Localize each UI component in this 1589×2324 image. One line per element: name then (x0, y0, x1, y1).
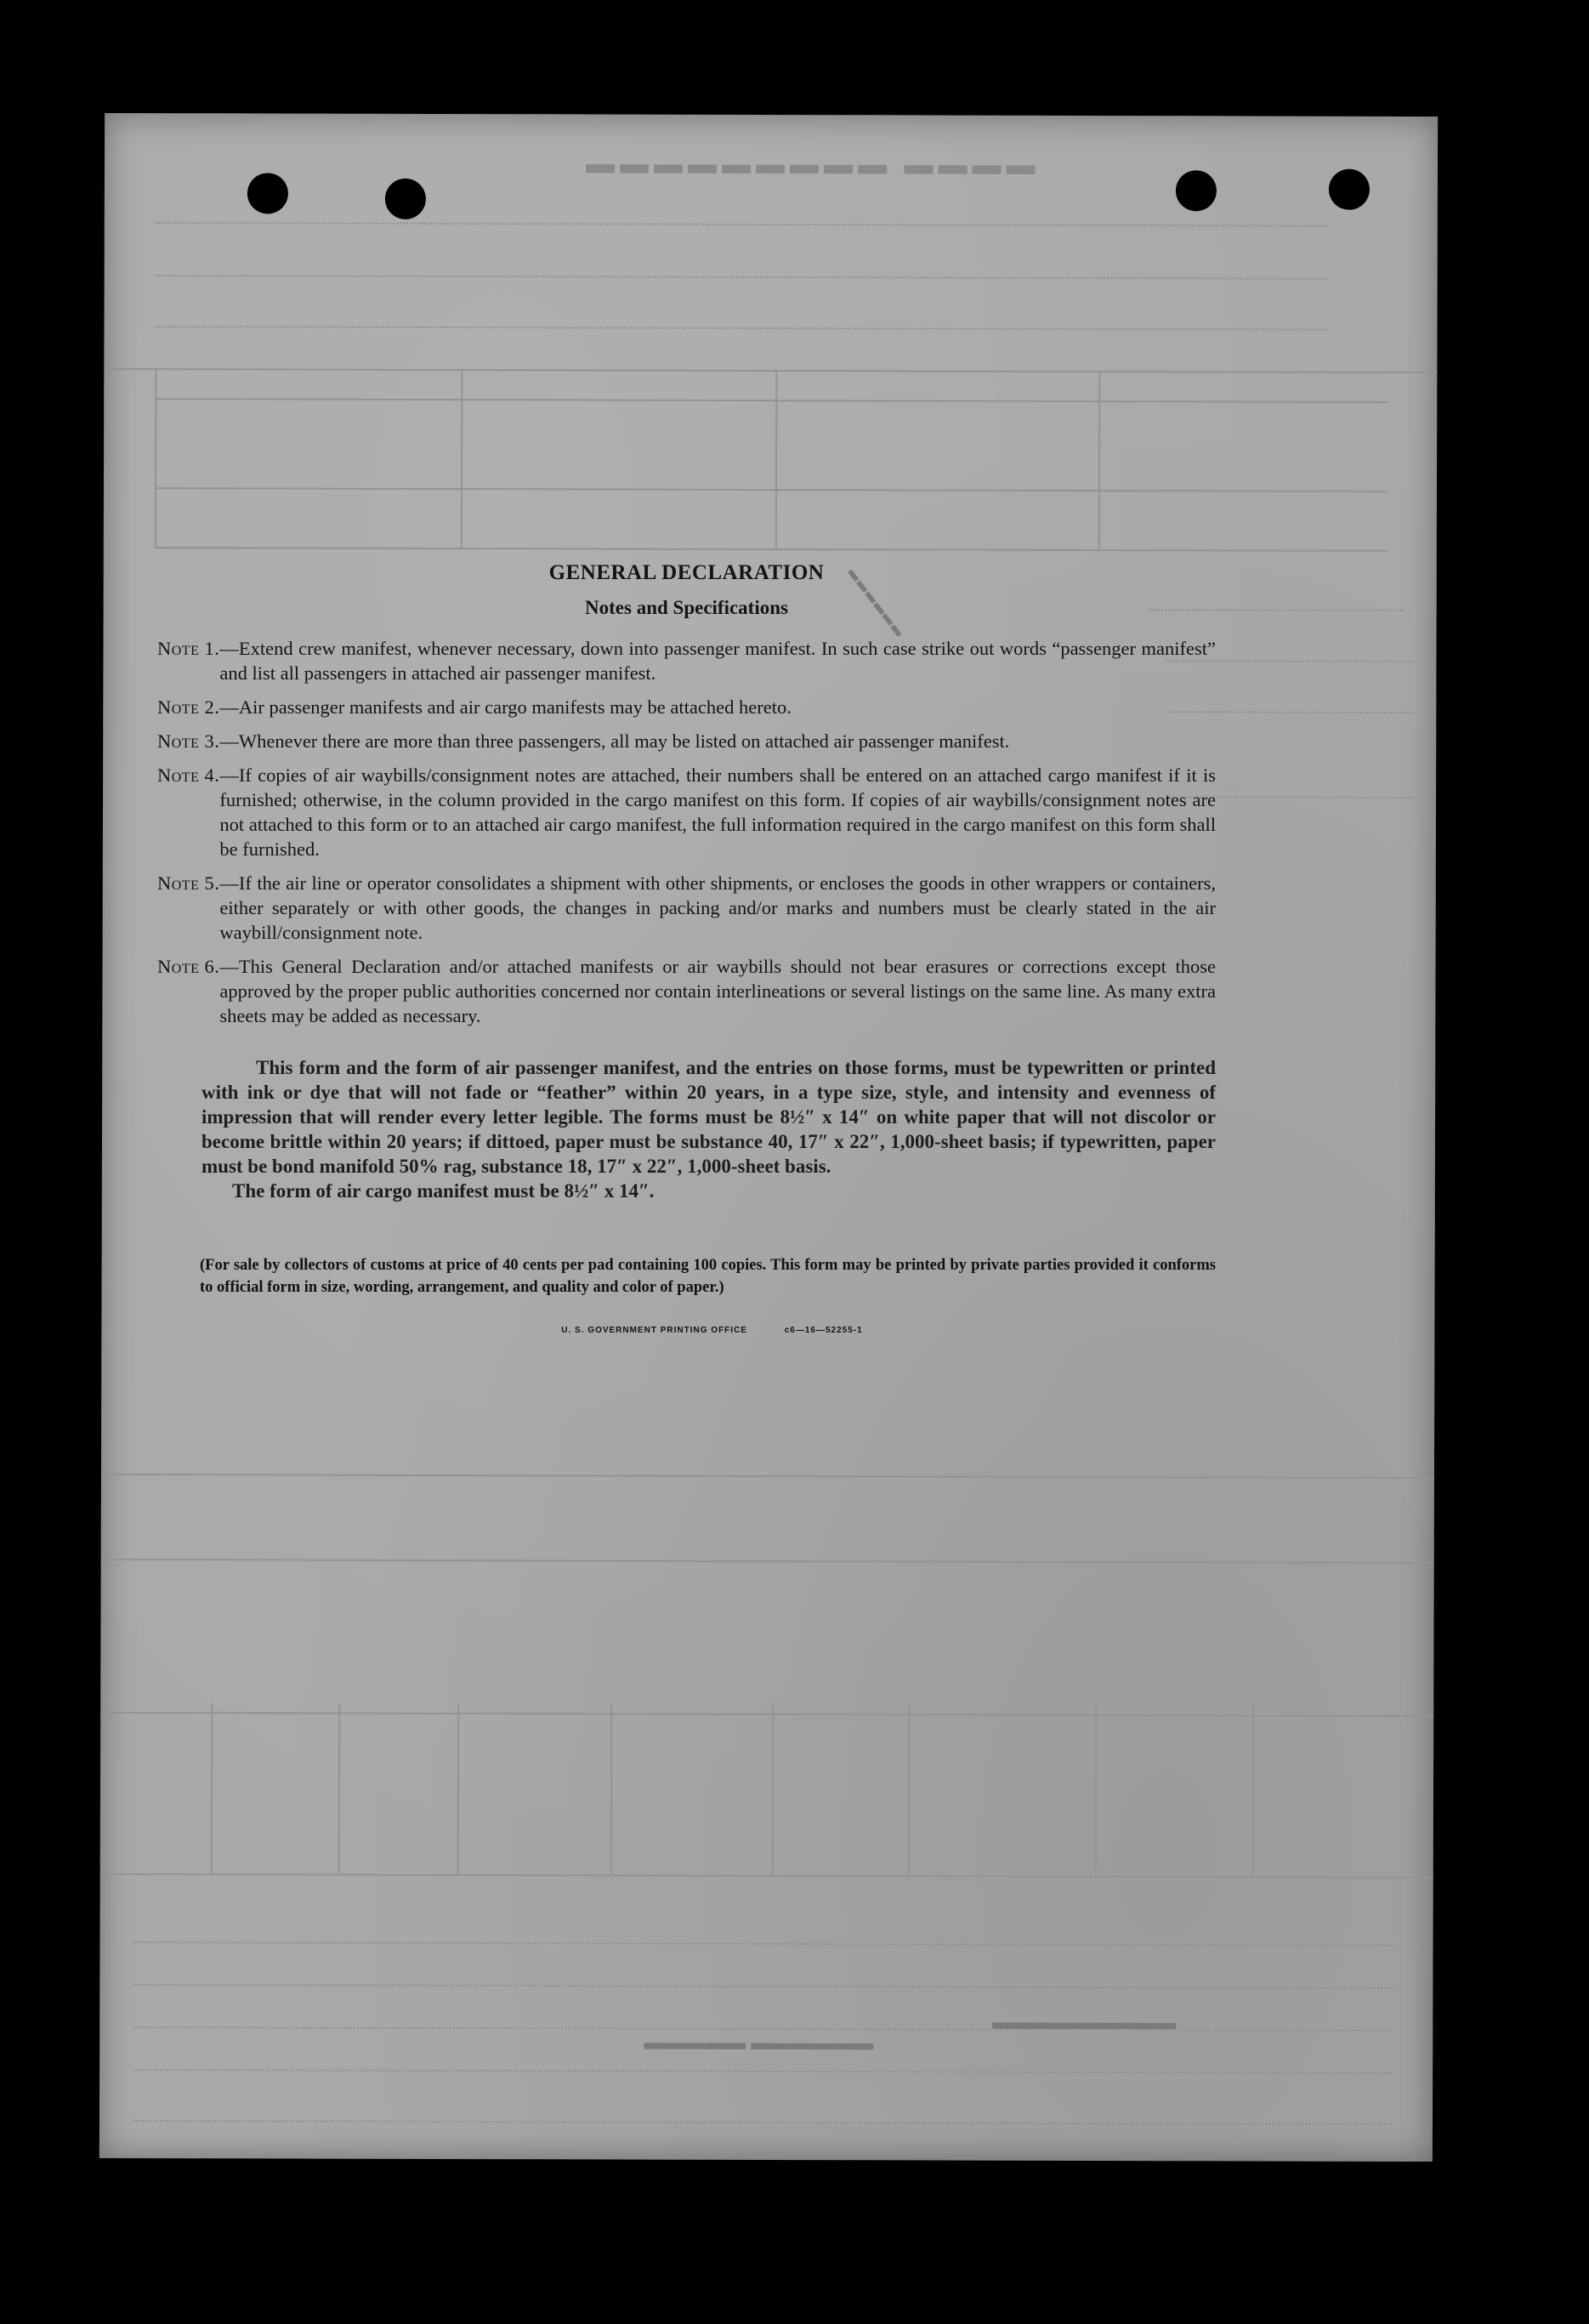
note-label: Note 1. (157, 638, 220, 659)
punch-hole (385, 179, 426, 219)
bleed-through-rule (155, 398, 1388, 403)
bleed-through-rule (155, 326, 1328, 331)
note-5 (157, 871, 1216, 945)
note-3 (157, 729, 1216, 753)
punch-hole (1176, 170, 1217, 211)
note-2 (157, 695, 1216, 719)
bleed-through-stamp: ▬▬▬▬▬▬ (842, 562, 911, 643)
bleed-through-rule (1252, 1706, 1255, 1876)
bleed-through-rule (133, 2120, 1392, 2125)
bleed-through-rule (133, 2069, 1392, 2074)
page-subtitle: Notes and Specifications (585, 597, 788, 618)
notes-and-specifications (157, 561, 1216, 1335)
bleed-through-rule (211, 1703, 213, 1873)
note-label: Note 4. (157, 764, 220, 786)
note-text: —This General Declaration and/or attached manifests or air waybills should not bear erasures or corrections except those approved by the proper public authorities concerned nor contain interlineations or several listings on the same line. As many extra sheets may be added as necessary. (219, 956, 1216, 1026)
note-text: —If copies of air waybills/consignment notes are attached, their numbers shall be entered on an attached cargo manifest if it is furnished; otherwise, in the column provided in the cargo manifest on this form. If copies of air waybills/consignment notes are not attached to this form or to an attached air cargo manifest, the full information required in the cargo manifest on this form shall be furnished. (219, 764, 1216, 860)
bleed-through-rule (156, 222, 1329, 227)
sale-notice: (For sale by collectors of customs at price of 40 cents per pad containing 100 copies. This form may be printed by private parties provided it conforms to official form in size, wording, arrangement, and quality and color of paper.) (200, 1257, 1216, 1296)
note-label: Note 5. (157, 872, 220, 894)
bleed-through-rule (155, 368, 157, 547)
bleed-through-rule (1095, 1706, 1098, 1876)
note-label: Note 6. (157, 956, 220, 977)
printing-requirements (201, 1055, 1216, 1203)
bleed-through-rule (100, 1873, 1433, 1878)
note-label: Note 2. (157, 696, 220, 718)
bleed-through-heading: ▬▬▬▬ ▬▬▬▬▬▬▬▬▬ (580, 148, 1036, 181)
bleed-through-rule (461, 369, 463, 548)
printing-requirements-text: This form and the form of air passenger manifest, and the entries on those forms, must be typewritten or printed with ink or dye that will not fade or “feather” within 20 years, in a type size, style, and intensity and evenness of impression that will render every letter legible. The forms must be 8½″ x 14″ on white paper that will not discolor or become brittle within 20 years; if dittoed, paper must be substance 40, 17″ x 22″, 1,000-sheet basis; if typewritten, paper must be bond manifold 50% rag, substance 18, 17″ x 22″, 1,000-sheet basis. (201, 1057, 1216, 1177)
bleed-through-rule (133, 1984, 1392, 1989)
bleed-through-rule (104, 368, 1437, 373)
note-label: Note 3. (157, 730, 220, 752)
bleed-through-rule (610, 1705, 613, 1875)
note-text: —Whenever there are more than three passengers, all may be listed on attached air passenger manifest. (219, 730, 1010, 752)
bleed-through-typing: ▬▬▬▬▬▬▬▬▬ (992, 2011, 1177, 2035)
note-1 (157, 636, 1216, 685)
bleed-through-rule (101, 1559, 1434, 1564)
note-4 (157, 763, 1216, 861)
bleed-through-rule (134, 1941, 1393, 1946)
bleed-through-rule (1098, 371, 1101, 549)
bleed-through-rule (775, 370, 778, 548)
note-6 (157, 954, 1216, 1028)
note-text: —Air passenger manifests and air cargo manifests may be attached hereto. (219, 696, 792, 718)
page-title: GENERAL DECLARATION (548, 561, 825, 584)
bleed-through-rule (156, 275, 1329, 280)
bleed-through-rule (100, 1712, 1433, 1717)
printing-code: c6—16—52255-1 (784, 1326, 863, 1335)
bleed-through-rule (101, 1474, 1434, 1479)
note-text: —Extend crew manifest, whenever necessary, down into passenger manifest. In such case strike out words “passenger manifest” and list all passengers in attached air passenger manifest. (219, 638, 1216, 684)
printing-office-line (208, 1326, 1216, 1335)
bleed-through-typing: ▬▬▬▬▬▬ ▬▬▬▬▬ (644, 2031, 874, 2055)
note-text: —If the air line or operator consolidates a shipment with other shipments, or encloses the goods in other wrappers or containers, either separately or with other goods, the changes in packing and/or marks and numbers must be clearly stated in the air waybill/consignment note. (219, 872, 1216, 943)
bleed-through-rule (457, 1704, 460, 1874)
bleed-through-rule (133, 2026, 1392, 2031)
punch-hole (1329, 169, 1370, 210)
bleed-through-rule (155, 487, 1388, 492)
bleed-through-rule (908, 1705, 911, 1875)
cargo-manifest-size-text: The form of air cargo manifest must be 8½″ x 14″. (232, 1180, 655, 1202)
printing-office: U. S. GOVERNMENT PRINTING OFFICE (561, 1326, 747, 1335)
bleed-through-rule (155, 547, 1388, 552)
punch-hole (247, 173, 288, 213)
bleed-through-rule (772, 1705, 775, 1875)
bleed-through-rule (338, 1704, 341, 1874)
